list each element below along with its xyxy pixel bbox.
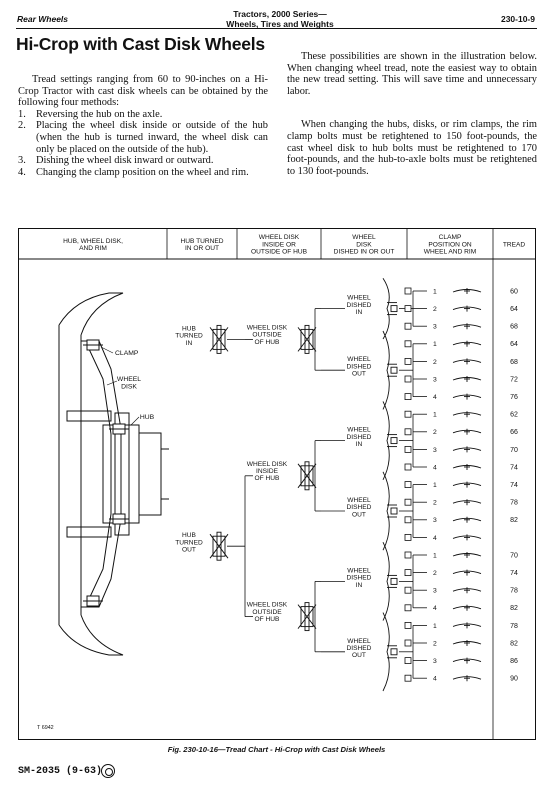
clamp-icon (405, 288, 411, 294)
wheel-profile-part (383, 613, 389, 691)
rim-clamp-icon (453, 570, 481, 576)
wheel-profile-part (383, 331, 389, 409)
wheel-profile-part (383, 542, 389, 620)
method-text: Placing the wheel disk inside or outside of the hub (when the hub is turned inward, the wheel disk can only be placed on the outside of the hub). (36, 120, 268, 155)
method-item (18, 155, 268, 167)
header-rule (16, 28, 537, 29)
wheel-disk-position-icon (298, 462, 316, 490)
clamp-position: 4 (433, 464, 437, 472)
clamp-icon (405, 482, 411, 488)
dish-label: WHEEL DISHED OUT (346, 637, 372, 660)
method-text: Reversing the hub on the axle. (36, 108, 163, 120)
wheel-profile-part (391, 649, 397, 655)
clamp-icon (405, 587, 411, 593)
method-number: 3. (18, 155, 26, 167)
tread-value: 82 (510, 605, 518, 613)
tread-value: 72 (510, 376, 518, 384)
clamp-position: 4 (433, 394, 437, 401)
figure-caption: Fig. 230-10-16—Tread Chart - Hi-Crop with Cast Disk Wheels (167, 745, 386, 754)
tread-value: 74 (510, 570, 518, 577)
drawing-stroke (67, 411, 111, 421)
column-header: TREAD (502, 241, 526, 249)
wheel-profile-part (383, 401, 389, 479)
clamp-position: 1 (433, 411, 437, 419)
column-header: WHEEL DISK DISHED IN OR OUT (333, 234, 395, 256)
clamp-icon (405, 323, 411, 329)
method-item (18, 167, 268, 179)
tread-value: 82 (510, 517, 518, 525)
method-number: 2. (18, 120, 26, 132)
clamp-icon (405, 429, 411, 435)
wheel-profile-part (391, 438, 397, 444)
method-item (18, 109, 268, 121)
clamp-icon (405, 640, 411, 646)
rim-clamp-icon (453, 517, 481, 523)
clamp-position: 1 (433, 482, 437, 489)
clamp-position: 1 (433, 622, 437, 630)
wheel-disk-label: WHEEL DISK (116, 376, 142, 391)
clamp-position: 2 (433, 429, 437, 437)
wheel-dish-profile-icon (383, 278, 397, 339)
disk-position-label: WHEEL DISK OUTSIDE OF HUB (246, 324, 288, 346)
clamp-icon (405, 552, 411, 558)
clamp-position: 3 (433, 658, 437, 665)
column-header: WHEEL DISK INSIDE OR OUTSIDE OF HUB (250, 234, 308, 256)
clamp-icon (405, 341, 411, 347)
wheel-profile-part (383, 472, 389, 550)
rim-clamp-icon (453, 658, 481, 664)
header-title-line1: Tractors, 2000 Series— (233, 9, 327, 19)
clamp-icon (405, 464, 411, 470)
right-column (287, 51, 537, 177)
rim-clamp-icon (453, 306, 481, 312)
clamp-position: 3 (433, 376, 437, 384)
clamp-position: 3 (433, 517, 437, 525)
clamp-position: 4 (433, 534, 437, 542)
hub-label: HUB (139, 414, 155, 421)
clamp-label: CLAMP (115, 350, 139, 357)
clamp-position: 2 (433, 640, 437, 648)
rim-clamp-icon (453, 464, 481, 470)
wheel-cross-section-icon (59, 293, 169, 655)
clamp-icon (405, 517, 411, 523)
intro-paragraph: Tread settings ranging from 60 to 90-inches on a Hi-Crop Tractor with cast disk wheels can be obtained by the following four methods: (18, 74, 268, 109)
clamp-position: 2 (433, 570, 437, 577)
hub-orientation-label: HUB TURNED OUT (175, 532, 203, 554)
rim-clamp-icon (453, 499, 481, 505)
clamp-icon (405, 622, 411, 628)
tread-value: 70 (510, 446, 518, 454)
rim-top-icon (59, 293, 123, 335)
dish-label: WHEEL DISHED OUT (346, 497, 372, 519)
tread-value: 78 (510, 622, 518, 630)
rim-clamp-icon (453, 534, 481, 540)
method-text: Changing the clamp position on the wheel and rim. (36, 166, 249, 178)
clamp-icon (405, 411, 411, 417)
clamp-icon (405, 675, 411, 681)
tread-value: 82 (510, 640, 518, 648)
clamp-position: 3 (433, 587, 437, 595)
article-title: Hi-Crop with Cast Disk Wheels (16, 34, 265, 54)
left-column (18, 74, 268, 178)
wheel-profile-part (391, 578, 397, 584)
clamp-position: 4 (433, 675, 437, 683)
rim-clamp-icon (453, 288, 481, 294)
wheel-profile-part (391, 306, 397, 312)
drawing-ref-label: T 6942 (37, 725, 54, 731)
tread-value: 78 (510, 499, 518, 507)
hub-orientation-icon (210, 325, 228, 353)
tread-value: 64 (510, 306, 518, 313)
method-number: 1. (18, 108, 26, 120)
page-number: 230-10-9 (500, 14, 535, 24)
method-number: 4. (18, 166, 26, 178)
clamp-position: 1 (433, 552, 437, 560)
dish-label: WHEEL DISHED IN (346, 567, 372, 589)
possibilities-paragraph: These possibilities are shown in the illustration below. When changing wheel tread, note the easiest way to obtain the new tread setting. This will save time and unnecessary labor. (287, 51, 537, 97)
clamp-position: 4 (433, 605, 437, 613)
footer-code: SM-2035 (9-63) (18, 766, 103, 777)
clamp-icon (405, 306, 411, 312)
drawing-stroke (89, 349, 111, 599)
clamp-position: 2 (433, 358, 437, 366)
wheel-dish-profile-icon (383, 401, 397, 479)
rim-bottom-icon (59, 615, 123, 655)
clamp-position: 3 (433, 446, 437, 454)
method-text: Dishing the wheel disk inward or outward. (36, 155, 214, 167)
wheel-dish-profile-icon (383, 472, 397, 550)
rim-clamp-icon (453, 394, 481, 400)
rim-clamp-icon (453, 429, 481, 435)
clamp-icon (405, 499, 411, 505)
clamp-position: 1 (433, 341, 437, 349)
clamp-position: 2 (433, 499, 437, 507)
column-header: CLAMP POSITION ON WHEEL AND RIM (423, 234, 477, 256)
clamp-icon (405, 358, 411, 364)
column-header: HUB TURNED IN OR OUT (180, 237, 224, 252)
clamp-icon (405, 605, 411, 611)
tread-value: 62 (510, 411, 518, 419)
rim-clamp-icon (453, 622, 481, 628)
wheel-profile-part (391, 367, 397, 373)
page-header-section: Rear Wheels (17, 14, 69, 24)
clamp-icon (405, 446, 411, 452)
hub-orientation-icon (210, 532, 228, 560)
rim-clamp-icon (453, 376, 481, 382)
dish-label: WHEEL DISHED OUT (346, 356, 372, 378)
clamp-position: 2 (433, 306, 437, 313)
wheel-dish-profile-icon (383, 542, 397, 620)
page-header-title (160, 9, 400, 29)
tread-value: 78 (510, 587, 518, 595)
tread-value: 66 (510, 429, 518, 437)
tread-value: 76 (510, 394, 518, 401)
clamp-position: 3 (433, 323, 437, 331)
rim-clamp-icon (453, 411, 481, 417)
drawing-stroke (139, 433, 161, 515)
wheel-disk-position-icon (298, 325, 316, 353)
dish-label: WHEEL DISHED IN (346, 426, 372, 448)
tread-value: 70 (510, 552, 518, 560)
wheel-profile-part (383, 278, 389, 339)
drawing-stroke (67, 527, 111, 537)
tread-value: 86 (510, 658, 518, 665)
tread-value: 68 (510, 358, 518, 366)
tread-value: 60 (510, 288, 518, 296)
rim-clamp-icon (453, 640, 481, 646)
column-header: HUB, WHEEL DISK, AND RIM (63, 237, 123, 252)
tread-value: 74 (510, 464, 518, 472)
clamp-position: 1 (433, 288, 437, 296)
rim-clamp-icon (453, 605, 481, 611)
methods-list (18, 109, 268, 179)
rim-clamp-icon (453, 446, 481, 452)
clamp-icon (405, 394, 411, 400)
tread-value: 64 (510, 341, 518, 349)
rim-clamp-icon (453, 341, 481, 347)
tread-chart (18, 228, 536, 740)
tread-value: 68 (510, 323, 518, 331)
method-item (18, 120, 268, 155)
tread-chart-svg (19, 229, 535, 739)
rim-clamp-icon (453, 552, 481, 558)
disk-position-label: WHEEL DISK INSIDE OF HUB (246, 460, 288, 483)
leader-line (131, 417, 139, 425)
rim-clamp-icon (453, 587, 481, 593)
wheel-dish-profile-icon (383, 613, 397, 691)
wheel-dish-profile-icon (383, 331, 397, 409)
rim-clamp-icon (453, 675, 481, 681)
rim-clamp-icon (453, 482, 481, 488)
footer-seal-icon (101, 764, 115, 778)
leader-line (107, 381, 117, 385)
clamp-icon (405, 376, 411, 382)
clamp-icon (405, 658, 411, 664)
wheel-disk-position-icon (298, 603, 316, 631)
header-title-line2: Wheels, Tires and Weights (226, 19, 334, 29)
tread-value: 90 (510, 675, 518, 683)
rim-clamp-icon (453, 323, 481, 329)
disk-position-label: WHEEL DISK OUTSIDE OF HUB (246, 601, 288, 623)
tread-value: 74 (510, 482, 518, 489)
clamp-icon (405, 570, 411, 576)
hub-orientation-label: HUB TURNED IN (175, 325, 203, 347)
torque-paragraph: When changing the hubs, disks, or rim clamps, the rim clamp bolts must be retightened to 150 foot-pounds, the cast wheel disk to hub bolts must be retightened to 170 foot-pounds, and the hub-to-axle bolts must be retightened to 130 foot-pounds. (287, 119, 537, 177)
clamp-icon (405, 534, 411, 540)
wheel-profile-part (391, 508, 397, 514)
rim-clamp-icon (453, 358, 481, 364)
dish-label: WHEEL DISHED IN (346, 294, 372, 316)
